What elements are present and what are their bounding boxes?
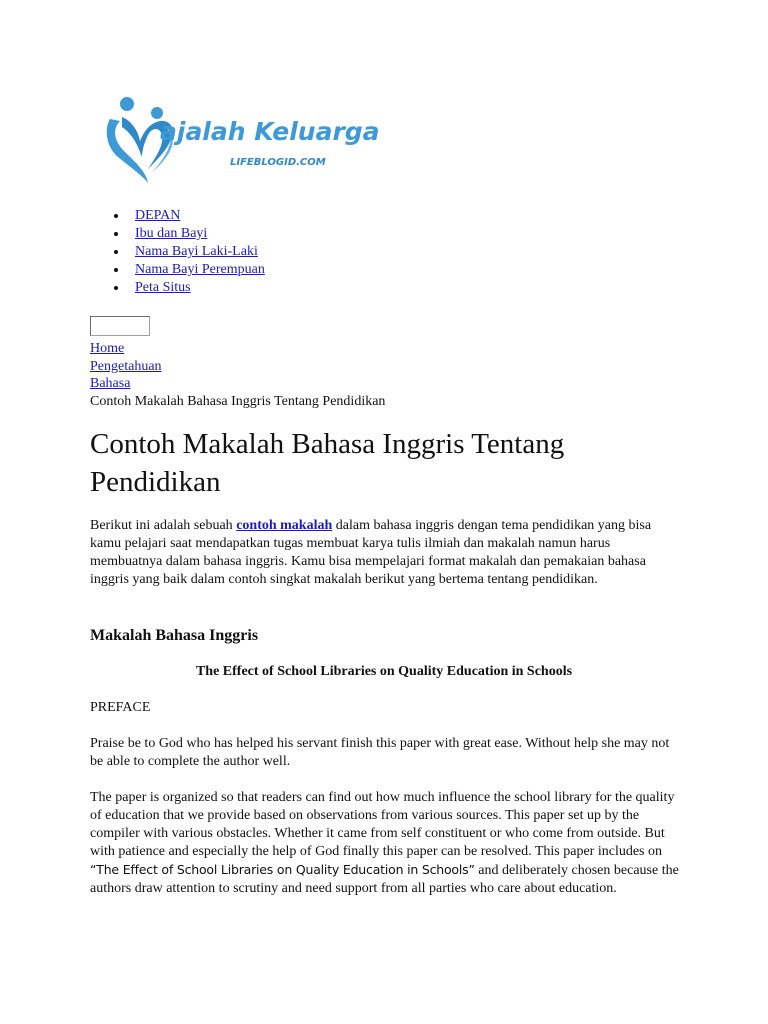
page-title: Contoh Makalah Bahasa Inggris Tentang Pendidikan: [90, 428, 565, 498]
intro-text-after: dalam bahasa inggris dengan tema pendidikan yang bisa kamu pelajari saat mendapatkan tugas membuat karya tulis ilmiah dan makalah namun harus membuatnya dalam bahasa inggris. Kamu bisa mempelajari format makalah dan pemakaian bahasa inggris yang baik dalam contoh singkat makalah berikut yang bertema tentang pendidikan.: [90, 518, 652, 587]
para2-text-after: and deliberately chosen because the authors draw attention to scrutiny and need support from all parties who care about education.: [90, 863, 679, 896]
contoh-makalah-link[interactable]: contoh makalah: [236, 518, 333, 533]
site-logo[interactable]: [104, 95, 380, 187]
breadcrumb-subcategory-link[interactable]: Bahasa: [90, 376, 131, 391]
preface-paragraph-1: Praise be to God who has helped his servant finish this paper with great ease. Without help she may not be able to complete the author well.: [90, 736, 670, 769]
nav-link-nama-bayi-laki-laki[interactable]: Nama Bayi Laki-Laki: [135, 244, 258, 259]
preface-heading: PREFACE: [90, 700, 151, 715]
intro-text-before: Berikut ini adalah sebuah: [90, 518, 237, 533]
nav-item-peta-situs: [135, 279, 265, 297]
breadcrumb: [90, 340, 385, 410]
para2-text-before: The paper is organized so that readers can find out how much influence the school library for the quality of education that we provide based on observations from various sources. This paper set up by the compiler with various obstacles. Whether it came from self constituent or who come from outside. But with patience and especially the help of God finally this paper can be resolved. This paper includes on: [90, 790, 675, 859]
breadcrumb-home-link[interactable]: Home: [90, 341, 125, 356]
main-nav: [135, 207, 265, 297]
para2-quoted-title: “The Effect of School Libraries on Quality Education in Schools”: [90, 862, 475, 877]
nav-item-ibu-dan-bayi: [135, 225, 265, 243]
nav-link-nama-bayi-perempuan[interactable]: Nama Bayi Perempuan: [135, 262, 265, 277]
logo-subtitle: LIFEBLOGID.COM: [230, 157, 326, 168]
nav-link-depan[interactable]: DEPAN: [135, 208, 181, 223]
intro-paragraph: [90, 517, 680, 589]
paper-title: The Effect of School Libraries on Quality Education in Schools: [195, 664, 573, 679]
nav-link-ibu-dan-bayi[interactable]: Ibu dan Bayi: [135, 226, 208, 241]
breadcrumb-category-link[interactable]: Pengetahuan: [90, 358, 162, 374]
logo-title: ajalah Keluarga: [160, 117, 380, 146]
nav-item-nama-bayi-perempuan: [135, 261, 265, 279]
section-heading: Makalah Bahasa Inggris: [90, 627, 259, 644]
breadcrumb-current: Contoh Makalah Bahasa Inggris Tentang Pendidikan: [90, 393, 386, 409]
nav-link-peta-situs[interactable]: Peta Situs: [135, 280, 191, 295]
preface-paragraph-2: [90, 789, 680, 898]
nav-item-nama-bayi-laki-laki: [135, 243, 265, 261]
nav-item-depan: [135, 207, 265, 225]
search-input[interactable]: [90, 316, 150, 336]
